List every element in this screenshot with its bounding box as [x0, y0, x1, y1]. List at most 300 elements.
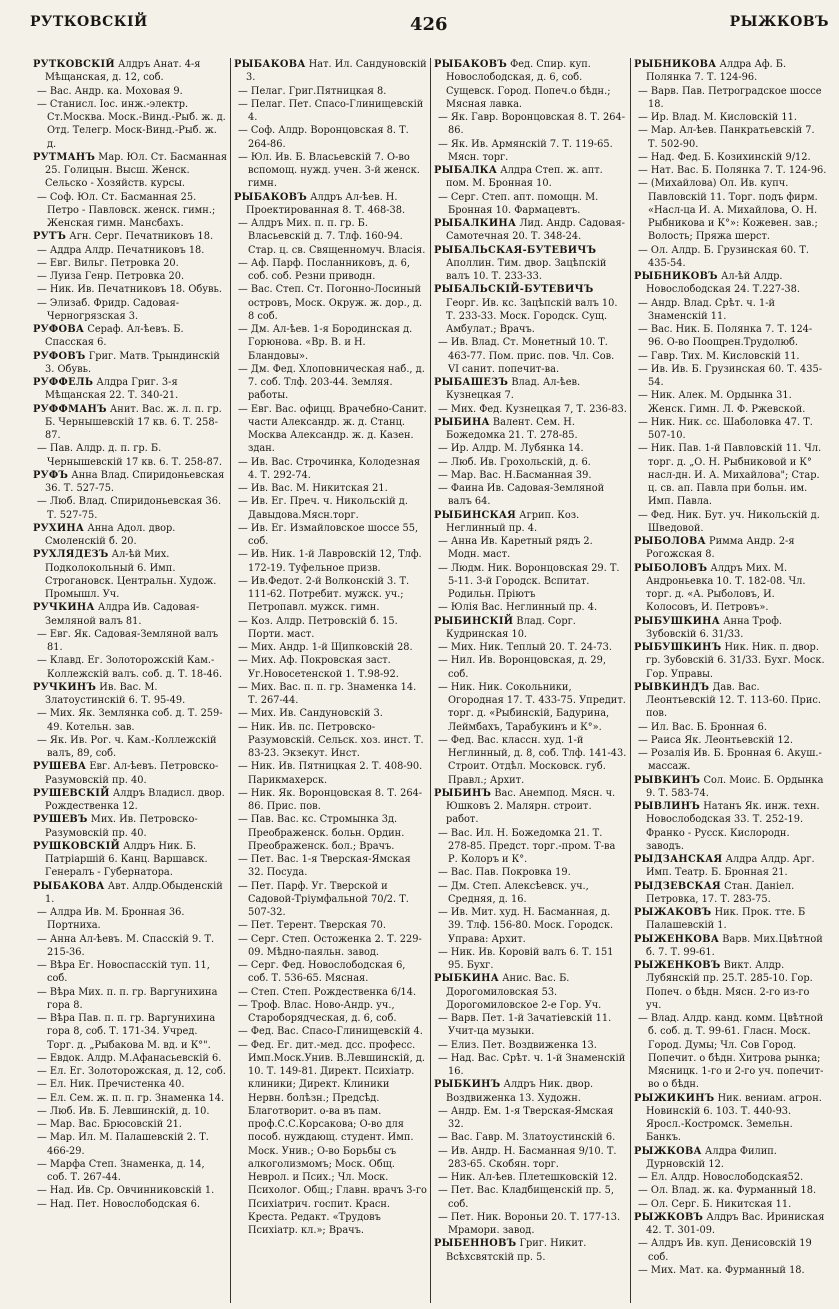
- surname-heading: РЫБАКОВЪ: [234, 191, 307, 203]
- entry-text: Мих. Ив. Петровско-Разумовскій пр. 40.: [45, 814, 198, 839]
- entry-text: Анна Влад. Спиридоньевская 36. Т. 527-75.: [45, 469, 225, 494]
- directory-sub-entry: [648, 416, 827, 443]
- directory-sub-entry: [448, 1171, 627, 1184]
- entry-text: Варв. Пав. Петроградское шоссе 18.: [648, 85, 822, 110]
- surname-heading: РЫБАЛЬСКАЯ-БУТЕВИЧЪ: [434, 244, 597, 256]
- entry-text: Влад. Ал-ѣев. Кузнецкая 7.: [446, 377, 581, 402]
- directory-entry: [33, 403, 227, 443]
- entry-text: Алдра Ив. Садовая-Земляной валъ 81.: [45, 602, 200, 627]
- entry-text: Над. Ив. Ср. Овчинниковскій 1.: [49, 1185, 215, 1197]
- surname-heading: РУФФМАНЪ: [33, 403, 107, 415]
- entry-text: Ил. Вас. Б. Бронная 6.: [650, 721, 768, 733]
- directory-sub-entry: [448, 456, 627, 469]
- entry-text: Дм. Фед. Хлоповническая наб., д. 7. соб. Тлф. 203-44. Земляя. работы.: [248, 363, 425, 402]
- entry-text: Мар. Ил. М. Палашевскій 2. Т. 466-29.: [47, 1132, 209, 1157]
- directory-sub-entry: [248, 681, 427, 708]
- entry-text: Ол. Влад. ж. ка. Фурманный 18.: [650, 1185, 817, 1197]
- entry-text: Вас. Анемпод. Мясн. ч. Юшковъ 2. Малярн. строит. работ.: [446, 787, 616, 826]
- entry-text: Розалія Ив. Б. Бронная 6. Акуш.-массаж.: [648, 748, 822, 773]
- entry-text: Мих. Ив. Сандуновскій 3.: [250, 708, 383, 720]
- directory-entry: [634, 1211, 827, 1238]
- surname-heading: РУФФЕЛЬ: [33, 377, 94, 388]
- directory-sub-entry: [448, 111, 627, 138]
- entry-text: Ал-ѣй Мих. Подколокольный 6. Имп. Строгановск. Центральн. Худож. Промышл. Уч.: [45, 549, 217, 600]
- entry-text: Раиса Як. Леонтьевскій 12.: [650, 734, 794, 746]
- entry-text: Ник. Ник. п. двор. гр. Зубовскій 6. 31/33. Бухг. Моск. Гор. Управы.: [646, 642, 825, 680]
- entry-text: Андр. Ем. 1-я Тверская-Ямская 32.: [448, 1105, 614, 1130]
- surname-heading: РЫЖЕНКОВА: [634, 933, 720, 945]
- directory-sub-entry: [47, 98, 227, 151]
- entry-text: Пет. Терент. Тверская 70.: [250, 920, 386, 932]
- directory-sub-entry: [648, 85, 827, 112]
- entry-text: Над. Пет. Новослободская 6.: [49, 1198, 200, 1210]
- entry-text: Элизаб. Фридр. Садовая-Черногрязская 3.: [47, 297, 180, 322]
- entry-text: Вѣра Пав. п. п. гр. Варгунихина гора 8, соб. Т. 171-34. Учред. Торг. д. „Рыбакова М. вд. и К°".: [47, 1013, 216, 1051]
- directory-sub-entry: [47, 654, 227, 681]
- entry-text: Фед. Спир. куп. Новослободская, д. 6, соб. Сущевск. Город. Попеч.о бѣдн.; Мясная лавка.: [446, 59, 611, 110]
- directory-entry: [434, 509, 627, 536]
- entry-text: Валент. Сем. Н. Божедомка 21. Т. 278-85.: [446, 416, 578, 441]
- directory-entry: [33, 548, 227, 601]
- surname-heading: РЫБАЛЬСКІЙ-БУТЕВИЧЪ: [434, 284, 594, 296]
- entry-text: Над. Вас. Срѣт. ч. 1-й Знаменскій 16.: [448, 1052, 626, 1077]
- entry-text: Ник. Ив. Коровій валъ 6. Т. 151 95. Бухг.: [448, 946, 614, 971]
- directory-entry: [634, 1145, 827, 1172]
- directory-entry: [434, 244, 627, 284]
- directory-entry: [33, 58, 227, 85]
- directory-sub-entry: [47, 1184, 227, 1197]
- directory-sub-entry: [47, 1131, 227, 1158]
- entry-text: Алдръ Ник. Б. Патріаршій 6. Канц. Варшавск. Генералъ - Губернатора.: [45, 840, 208, 879]
- entry-text: Вѣра Ег. Новоспасскій туп. 11, соб.: [47, 960, 210, 985]
- directory-sub-entry: [47, 1198, 227, 1211]
- surname-heading: РУФОВЪ: [33, 350, 86, 362]
- surname-heading: РУЧКИНА: [33, 602, 95, 614]
- directory-sub-entry: [47, 191, 227, 231]
- entry-text: Ник. Ник. сс. Шаболовка 47. Т. 507-10.: [648, 416, 813, 441]
- entry-text: Як. Гавр. Воронцовская 8. Т. 264-86.: [448, 112, 626, 137]
- directory-sub-entry: [648, 389, 827, 416]
- entry-text: Сераф. Ал-ѣевъ. Б. Спасская 6.: [45, 324, 184, 349]
- directory-sub-entry: [448, 469, 627, 482]
- entry-text: Алдра Ив. М. Бронная 36. Портниха.: [47, 907, 185, 932]
- entry-text: Як. Ив. Армянскій 7. Т. 119-65. Мясн. торг.: [448, 138, 613, 163]
- entry-text: Римма Андр. 2-я Рогожская 8.: [646, 536, 795, 561]
- entry-text: Люб. Ив. Б. Левшинскій, д. 10.: [49, 1105, 210, 1117]
- entry-text: Аддра Алдр. Печатниковъ 18.: [49, 244, 205, 256]
- surname-heading: РЫБНИКОВЪ: [634, 271, 718, 282]
- directory-entry: [234, 191, 427, 218]
- entry-text: Натанъ Як. инж. техн. Новослободская 33. Т. 252-19. Франко - Русск. Кислородн. заводъ.: [646, 801, 820, 852]
- surname-heading: РЫБУШКИНЪ: [634, 642, 722, 653]
- directory-sub-entry: [47, 1158, 227, 1185]
- entry-text: Евг. Ал-ѣевъ. Петровско-Разумовскій пр. 40.: [45, 761, 219, 786]
- directory-sub-entry: [248, 986, 427, 999]
- directory-sub-entry: [47, 1105, 227, 1118]
- directory-entry: [234, 58, 427, 85]
- entry-text: Ник. Алек. М. Ордынка 31. Женск. Гимн. Л. Ф. Ржевской.: [648, 390, 806, 415]
- entry-text: Юлія Вас. Неглинный пр. 4.: [450, 602, 598, 614]
- directory-sub-entry: [448, 880, 627, 907]
- entry-text: Клавд. Ег. Золоторожскій Кам.-Коллежскій валъ. соб. д. Т. 18-46.: [47, 655, 223, 680]
- directory-sub-entry: [248, 880, 427, 920]
- surname-heading: РУШЕВСКІЙ: [33, 787, 110, 799]
- entry-text: Ник. Як. Воронцовская 8. Т. 264-86. Прис. пов.: [248, 787, 423, 812]
- entry-text: Андр. Влад. Срѣт. ч. 1-й Знаменскій 11.: [648, 297, 776, 322]
- entry-text: Над. Фед. Б. Козихинскій 9/12.: [650, 151, 811, 163]
- entry-text: Ир. Влад. М. Кисловскій 11.: [650, 112, 797, 123]
- surname-heading: РЫБКИНА: [434, 973, 500, 985]
- entry-text: Алдръ Мих. п. п. гр. Б. Власьевскій д. 7. Тлф. 160-94. Стар. ц. св. Священномуч. Власія.: [248, 218, 426, 256]
- directory-entry: [33, 522, 227, 549]
- directory-entry: [634, 562, 827, 615]
- entry-text: Сол. Моис. Б. Ордынка 9. Т. 583-74.: [646, 774, 824, 799]
- directory-sub-entry: [648, 747, 827, 774]
- entry-text: Агн. Серг. Печатниковъ 18.: [66, 231, 214, 243]
- directory-sub-entry: [248, 760, 427, 787]
- entry-text: Ир. Алдр. М. Лубянка 14.: [450, 443, 584, 455]
- directory-sub-entry: [248, 919, 427, 932]
- directory-sub-entry: [248, 283, 427, 323]
- directory-sub-entry: [648, 124, 827, 151]
- directory-sub-entry: [448, 1012, 627, 1039]
- entry-text: Фед. Вас. классн. худ. 1-й Неглинный, д. 8, соб. Тлф. 141-43. Строит. Отдѣл. Московск. губ. Правл.; Архит.: [448, 734, 627, 786]
- entry-text: Алдра Алдр. Арг. Имп. Театр. Б. Бронная 21.: [646, 854, 815, 879]
- directory-entry: [434, 972, 627, 1012]
- directory-sub-entry: [248, 615, 427, 642]
- surname-heading: РЫБАКОВЪ: [434, 59, 507, 70]
- entry-text: Анна Троф. Зубовскій 6. 31/33.: [646, 615, 783, 640]
- entry-text: Ник. Пав. 1-й Павловскій 11. Чл. торг. д. „О. Н. Рыбниковой и К° насл-дн. И. А. Михайлова"; Стар. ц. св. ап. Павла при больн. им. Имп. Павла.: [648, 443, 822, 508]
- entry-text: Пав. Алдр. д. п. гр. Б. Чернышевскій 17 кв. 6. Т. 258-87.: [47, 443, 223, 468]
- directory-sub-entry: [448, 562, 627, 602]
- entry-text: Серг. Фед. Новослободская 6, соб. Т. 536-65. Мясная.: [248, 960, 406, 985]
- entry-text: Алдра Григ. 3-я Мѣщанская 22. Т. 340-21.: [45, 377, 179, 402]
- directory-sub-entry: [448, 1039, 627, 1052]
- entry-text: Людм. Ник. Воронцовская 29. Т. 5-11. 3-й Городск. Вспитат. Родильн. Пріютъ: [448, 562, 620, 600]
- entry-text: Гавр. Тих. М. Кисловскій 11.: [650, 350, 800, 362]
- surname-heading: РЫВКИНЪ: [634, 774, 701, 786]
- entry-text: Ив. Мит. худ. Н. Басманная, д. 39. Тлф. 156-80. Моск. Городск. Управа: Архит.: [448, 907, 614, 945]
- entry-text: Алдръ Ив. куп. Денисовскій 19 соб.: [648, 1238, 812, 1263]
- entry-text: Алдра Степ. ж. апт. пом. М. Бронная 10.: [446, 165, 603, 190]
- directory-sub-entry: [248, 959, 427, 986]
- surname-heading: РУШКОВСКІЙ: [33, 840, 121, 852]
- directory-sub-entry: [47, 270, 227, 283]
- directory-sub-entry: [448, 191, 627, 218]
- directory-sub-entry: [248, 363, 427, 403]
- directory-sub-entry: [248, 641, 427, 654]
- directory-sub-entry: [448, 1184, 627, 1211]
- surname-heading: РУШЕВЪ: [33, 814, 88, 826]
- entry-text: Викт. Алдр. Лубянскій пр. 25.Т. 285-10. Гор. Попеч. о бѣдн. Мясн. 2-го из-го уч.: [646, 960, 813, 1011]
- directory-sub-entry: [248, 98, 427, 125]
- directory-sub-entry: [47, 906, 227, 933]
- entry-text: Пет. Вас. Кладбищенскій пр. 5, соб.: [448, 1185, 614, 1210]
- entry-text: Анна Адол. двор. Смоленскій б. 20.: [45, 522, 176, 547]
- column-4: [630, 58, 830, 1303]
- surname-heading: РЫВКИНДЪ: [634, 681, 710, 693]
- surname-heading: РЫБАКОВА: [234, 59, 306, 70]
- directory-sub-entry: [448, 946, 627, 973]
- surname-heading: РЫБЕННОВЪ: [434, 1238, 517, 1250]
- directory-sub-entry: [248, 853, 427, 880]
- entry-text: Алдръ Ник. двор. Воздвиженка 13. Художн.: [446, 1079, 594, 1104]
- surname-heading: РЫЖЕНКОВЪ: [634, 960, 721, 971]
- entry-text: Елиз. Пет. Воздвиженка 13.: [450, 1039, 597, 1051]
- directory-sub-entry: [47, 85, 227, 98]
- directory-sub-entry: [47, 1078, 227, 1091]
- entry-text: Варв. Пет. 1-й Зачатіевскій 11. Учит-ца музыки.: [448, 1013, 612, 1038]
- directory-entry: [634, 774, 827, 801]
- directory-sub-entry: [248, 787, 427, 814]
- entry-text: Агрип. Коз. Неглинный пр. 4.: [446, 509, 580, 534]
- directory-entry: [33, 813, 227, 840]
- directory-sub-entry: [448, 1131, 627, 1144]
- directory-sub-entry: [248, 1025, 427, 1038]
- entry-text: Серг. Степ. Остоженка 2. Т. 229-09. Мѣдно-паяльн. завод.: [248, 933, 422, 958]
- entry-text: Ник. Ив. пс. Петровско-Разумовскій. Сельск. хоз. инст. Т. 83-23. Экзекут. Инст.: [248, 721, 424, 759]
- directory-sub-entry: [248, 721, 427, 761]
- entry-text: Ник. Прок. тте. Б Палашевскій 1.: [646, 907, 806, 932]
- entry-text: Ник. Ив. Пятницкая 2. Т. 408-90. Парикмахерск.: [248, 761, 423, 786]
- surname-heading: РЫБКИНЪ: [434, 1079, 501, 1091]
- directory-sub-entry: [47, 1092, 227, 1105]
- surname-heading: РЫБИНЪ: [434, 787, 492, 799]
- entry-text: Люб. Влад. Спиридоньевская 36. Т. 527-75.: [47, 496, 222, 521]
- entry-text: Евг. Вас. офицц. Врачебно-Санит. части Александр. ж. д. Станц. Москва Александр. ж. д. Казен. здан.: [248, 403, 427, 455]
- entry-text: Григ. Матв. Трындинскій 3. Обувь.: [45, 350, 220, 375]
- entry-text: Мих. Аф. Покровская заст. Уг.Новосетенской 1. Т.98-92.: [248, 655, 399, 680]
- entry-text: Алдръ Вас. Ириниская 42. Т. 301-09.: [646, 1211, 825, 1236]
- directory-sub-entry: [248, 482, 427, 495]
- surname-heading: РЫБИНСКАЯ: [434, 509, 517, 521]
- directory-entry: [634, 641, 827, 681]
- entry-text: Юл. Ив. Б. Власьевскій 7. О-во вспомощ. нужд. учен. 3-й женск. гимн.: [248, 151, 420, 190]
- directory-sub-entry: [47, 707, 227, 734]
- entry-text: Як. Ив. Рог. ч. Кам.-Коллежскій валъ, 89, соб.: [47, 734, 217, 759]
- directory-entry: [33, 323, 227, 350]
- entry-text: Ол. Алдр. Б. Грузинская 60. Т. 435-54.: [648, 244, 810, 269]
- directory-sub-entry: [448, 403, 627, 416]
- entry-text: Ив. Влад. Ст. Монетный 10. Т. 463-77. Пом. прис. пов. Чл. Сов. VI санит. попечит-ва.: [448, 337, 615, 375]
- entry-text: Григ. Никит. Всѣхсвятскій пр. 5.: [446, 1238, 587, 1263]
- entry-text: Фед. Вас. Спасо-Глинищевскій 4.: [250, 1026, 423, 1038]
- entry-text: Мих. Як. Землянка соб. д. Т. 259-49. Котельн. зав.: [47, 708, 223, 733]
- directory-entry: [33, 681, 227, 708]
- directory-entry: [33, 840, 227, 880]
- surname-heading: РЫЖИКИНЪ: [634, 1092, 715, 1104]
- surname-heading: РУТМАНЪ: [33, 151, 96, 163]
- page-number: 426: [410, 14, 448, 35]
- directory-sub-entry: [448, 1052, 627, 1079]
- entry-text: Ол. Серг. Б. Никитская 11.: [650, 1198, 792, 1210]
- directory-entry: [33, 350, 227, 377]
- entry-text: Фед. Ник. Бут. уч. Никольскій д. Шведовой.: [648, 509, 820, 534]
- directory-sub-entry: [448, 1211, 627, 1238]
- directory-entry: [634, 1092, 827, 1145]
- directory-sub-entry: [448, 138, 627, 165]
- entry-text: Дав. Вас. Леонтьевскій 12. Т. 113-60. Прис. пов.: [646, 681, 821, 720]
- directory-sub-entry: [648, 297, 827, 324]
- directory-sub-entry: [648, 509, 827, 536]
- directory-sub-entry: [448, 1145, 627, 1172]
- entry-text: Ив. Ег. Преч. ч. Никольскій д. Давыдова.Мясн.торг.: [248, 496, 408, 521]
- directory-sub-entry: [248, 323, 427, 363]
- page-header: [30, 14, 829, 38]
- entry-text: Дм. Ал-ѣев. 1-я Бородинская д. Горюнова. «Вр. В. и Н. Бландовы».: [248, 324, 413, 362]
- entry-text: Евг. Вильг. Петровка 20.: [49, 257, 179, 269]
- entry-text: Серг. Степ. апт. помощн. М. Бронная 10. Фармацевтъ.: [448, 191, 599, 216]
- surname-heading: РУХИНА: [33, 522, 85, 534]
- directory-entry: [434, 164, 627, 191]
- surname-heading: РЫЖКОВЪ: [634, 1211, 704, 1223]
- entry-text: Мар. Юл. Ст. Басманная 25. Голицын. Высш. Женск. Сельско - Хозяйств. курсы.: [45, 151, 228, 190]
- directory-sub-entry: [448, 906, 627, 946]
- directory-sub-entry: [448, 535, 627, 562]
- entry-text: Евдок. Алдр. М.Афанасьевскій 6.: [49, 1052, 222, 1064]
- directory-sub-entry: [248, 1039, 427, 1238]
- surname-heading: РУТЪ: [33, 231, 67, 243]
- entry-text: Мих. Мат. ка. Фурманный 18.: [650, 1264, 805, 1276]
- directory-sub-entry: [448, 641, 627, 654]
- header-first-entry: РУТКОВСКІЙ: [30, 14, 148, 30]
- directory-sub-entry: [448, 1105, 627, 1132]
- surname-heading: РУФЪ: [33, 469, 69, 481]
- entry-text: Влад. Сорг. Кудринская 10.: [446, 615, 576, 640]
- entry-text: Люб. Ив. Грохольскій, д. 6.: [450, 456, 591, 468]
- column-1: [30, 58, 230, 1303]
- column-3: [430, 58, 630, 1303]
- directory-entry: [434, 1078, 627, 1105]
- entry-text: Ив. Вас. М. Златоустинскій 6. Т. 95-49.: [45, 681, 186, 706]
- entry-text: Ив. Ив. Б. Грузинская 60. Т. 435-54.: [648, 363, 823, 388]
- directory-sub-entry: [47, 1118, 227, 1131]
- directory-entry: [33, 469, 227, 496]
- entry-text: Георг. Ив. кс. Зацѣпскій валъ 10. Т. 233-33. Моск. Городск. Сущ. Амбулат.; Врачъ.: [446, 297, 618, 335]
- directory-sub-entry: [648, 442, 827, 508]
- entry-text: Вѣра Мих. п. п. гр. Варгунихина гора 8.: [47, 986, 218, 1011]
- directory-entry: [33, 601, 227, 628]
- directory-sub-entry: [248, 548, 427, 575]
- directory-sub-entry: [47, 1065, 227, 1078]
- directory-sub-entry: [47, 1012, 227, 1052]
- directory-sub-entry: [448, 442, 627, 455]
- entry-text: Пет. Парф. Уг. Тверской и Садовой-Тріумфальной 70/2. Т. 507-32.: [248, 880, 409, 918]
- directory-sub-entry: [648, 1171, 827, 1184]
- directory-sub-entry: [448, 654, 627, 681]
- directory-sub-entry: [47, 283, 227, 296]
- entry-text: Станисл. Іос. инж.-электр. Ст.Москва. Моск.-Винд.-Рыб. ж. д. Отд. Телегр. Моск-Винд.-Рыб. ж. д.: [47, 98, 226, 150]
- surname-heading: РУФОВА: [33, 324, 85, 335]
- entry-text: Ел. Алдр. Новослободская52.: [650, 1172, 804, 1183]
- entry-text: Дм. Степ. Алексѣевск. уч., Средняя, д. 16.: [448, 880, 589, 905]
- directory-sub-entry: [648, 1264, 827, 1277]
- directory-entry: [634, 800, 827, 853]
- directory-sub-entry: [47, 442, 227, 469]
- directory-entry: [434, 1237, 627, 1264]
- directory-sub-entry: [648, 363, 827, 390]
- surname-heading: РЫБОЛОВА: [634, 536, 706, 547]
- entry-text: Алдръ Анат. 4-я Мѣщанская, д. 12, соб.: [45, 59, 201, 84]
- directory-sub-entry: [248, 151, 427, 191]
- entry-text: Мих. Андр. 1-й Щипковскій 28.: [250, 642, 413, 653]
- directory-sub-entry: [448, 866, 627, 879]
- entry-text: Мар. Ал-ѣев. Панкратьевскій 7. Т. 502-90.: [648, 125, 815, 150]
- column-2: [230, 58, 430, 1303]
- directory-entry: [634, 906, 827, 933]
- entry-text: Пав. Вас. кс. Стромынка 3д. Преображенск. больн. Ордин. Преображенск. бол.; Врачъ.: [248, 814, 405, 852]
- entry-text: Мар. Вас. Н.Басманная 39.: [450, 469, 592, 481]
- entry-text: Алдръ Ал-ѣев. Н. Проектированная 8. Т. 468-38.: [246, 191, 406, 216]
- directory-sub-entry: [448, 601, 627, 614]
- directory-sub-entry: [248, 124, 427, 151]
- entry-text: Варв. Мих.Цвѣтной б. 7. Т. 99-61.: [646, 933, 823, 958]
- entry-text: Вас. Ник. Б. Полянка 7. Т. 124-96. О-во Поощрен.Трудолюб.: [648, 324, 813, 349]
- surname-heading: РУШЕВА: [33, 761, 87, 773]
- directory-entry: [634, 615, 827, 642]
- directory-sub-entry: [248, 654, 427, 681]
- directory-sub-entry: [248, 217, 427, 257]
- entry-text: Евг. Як. Садовая-Земляной валъ 81.: [47, 628, 219, 653]
- directory-entry: [434, 283, 627, 336]
- entry-text: Стан. Даніел. Петровка, 17. Т. 283-75.: [646, 880, 795, 905]
- directory-entry: [434, 217, 627, 244]
- entry-text: Вас. Степ. Ст. Погонно-Лосиный островъ, Моск. Окруж. ж. дор., д. 8 соб.: [248, 284, 423, 322]
- entry-text: Ел. Ник. Пречистенка 40.: [49, 1079, 185, 1091]
- directory-entry: [434, 787, 627, 827]
- directory-sub-entry: [448, 734, 627, 787]
- directory-sub-entry: [248, 403, 427, 456]
- directory-sub-entry: [47, 297, 227, 324]
- entry-text: Анна Ал-ѣевъ. М. Спасскій 9. Т. 215-36.: [47, 933, 215, 958]
- entry-text: Нил. Ив. Воронцовская, д. 29, соб.: [448, 655, 606, 680]
- directory-entry: [33, 151, 228, 191]
- directory-sub-entry: [47, 628, 227, 655]
- surname-heading: РУХЛЯДЕЗЪ: [33, 549, 109, 561]
- directory-entry: [434, 58, 627, 111]
- entry-text: Степ. Степ. Рождественка 6/14.: [250, 986, 417, 998]
- surname-heading: РЫБАЛКИНА: [434, 218, 517, 229]
- entry-text: Соф. Юл. Ст. Басманная 25. Петро - Павловск. женск. гимн.; Женская гимн. Мансбахъ.: [47, 191, 216, 229]
- entry-text: Пет. Ник. Вороньи 20. Т. 177-13. Мрамори. завод.: [448, 1211, 621, 1236]
- entry-text: Вас. Ил. Н. Божедомка 21. Т. 278-85. Предст. торг.-пром. Т-ва Р. Колоръ и К°.: [448, 827, 616, 865]
- directory-sub-entry: [47, 734, 227, 761]
- surname-heading: РУТКОВСКІЙ: [33, 59, 115, 70]
- directory-sub-entry: [248, 813, 427, 853]
- directory-sub-entry: [648, 323, 827, 350]
- directory-sub-entry: [448, 681, 627, 734]
- directory-sub-entry: [248, 456, 427, 483]
- directory-sub-entry: [248, 495, 427, 522]
- directory-sub-entry: [47, 933, 227, 960]
- directory-sub-entry: [248, 933, 427, 960]
- entry-text: Мар. Вас. Брюсовскій 21.: [49, 1119, 182, 1130]
- surname-heading: РЫДЗАНСКАЯ: [634, 854, 723, 865]
- entry-text: Ник. Ив. Печатниковъ 18. Обувь.: [49, 284, 223, 296]
- directory-entry: [634, 933, 827, 960]
- directory-sub-entry: [648, 734, 827, 747]
- surname-heading: РЫДЗЕВСКАЯ: [634, 880, 721, 892]
- directory-sub-entry: [448, 827, 627, 867]
- entry-text: Нат. Вас. Б. Полянка 7. Т. 124-96.: [650, 165, 827, 176]
- entry-text: Вас. Пав. Покровка 19.: [450, 867, 571, 879]
- entry-text: Алдра Аф. Б. Полянка 7. Т. 124-96.: [646, 59, 787, 84]
- entry-text: Ив. Вас. М. Никитская 21.: [250, 483, 388, 494]
- entry-text: Мих. Вас. п. п. гр. Знаменка 14. Т. 267-44.: [248, 681, 417, 706]
- directory-sub-entry: [648, 177, 827, 243]
- directory-entry: [634, 535, 827, 562]
